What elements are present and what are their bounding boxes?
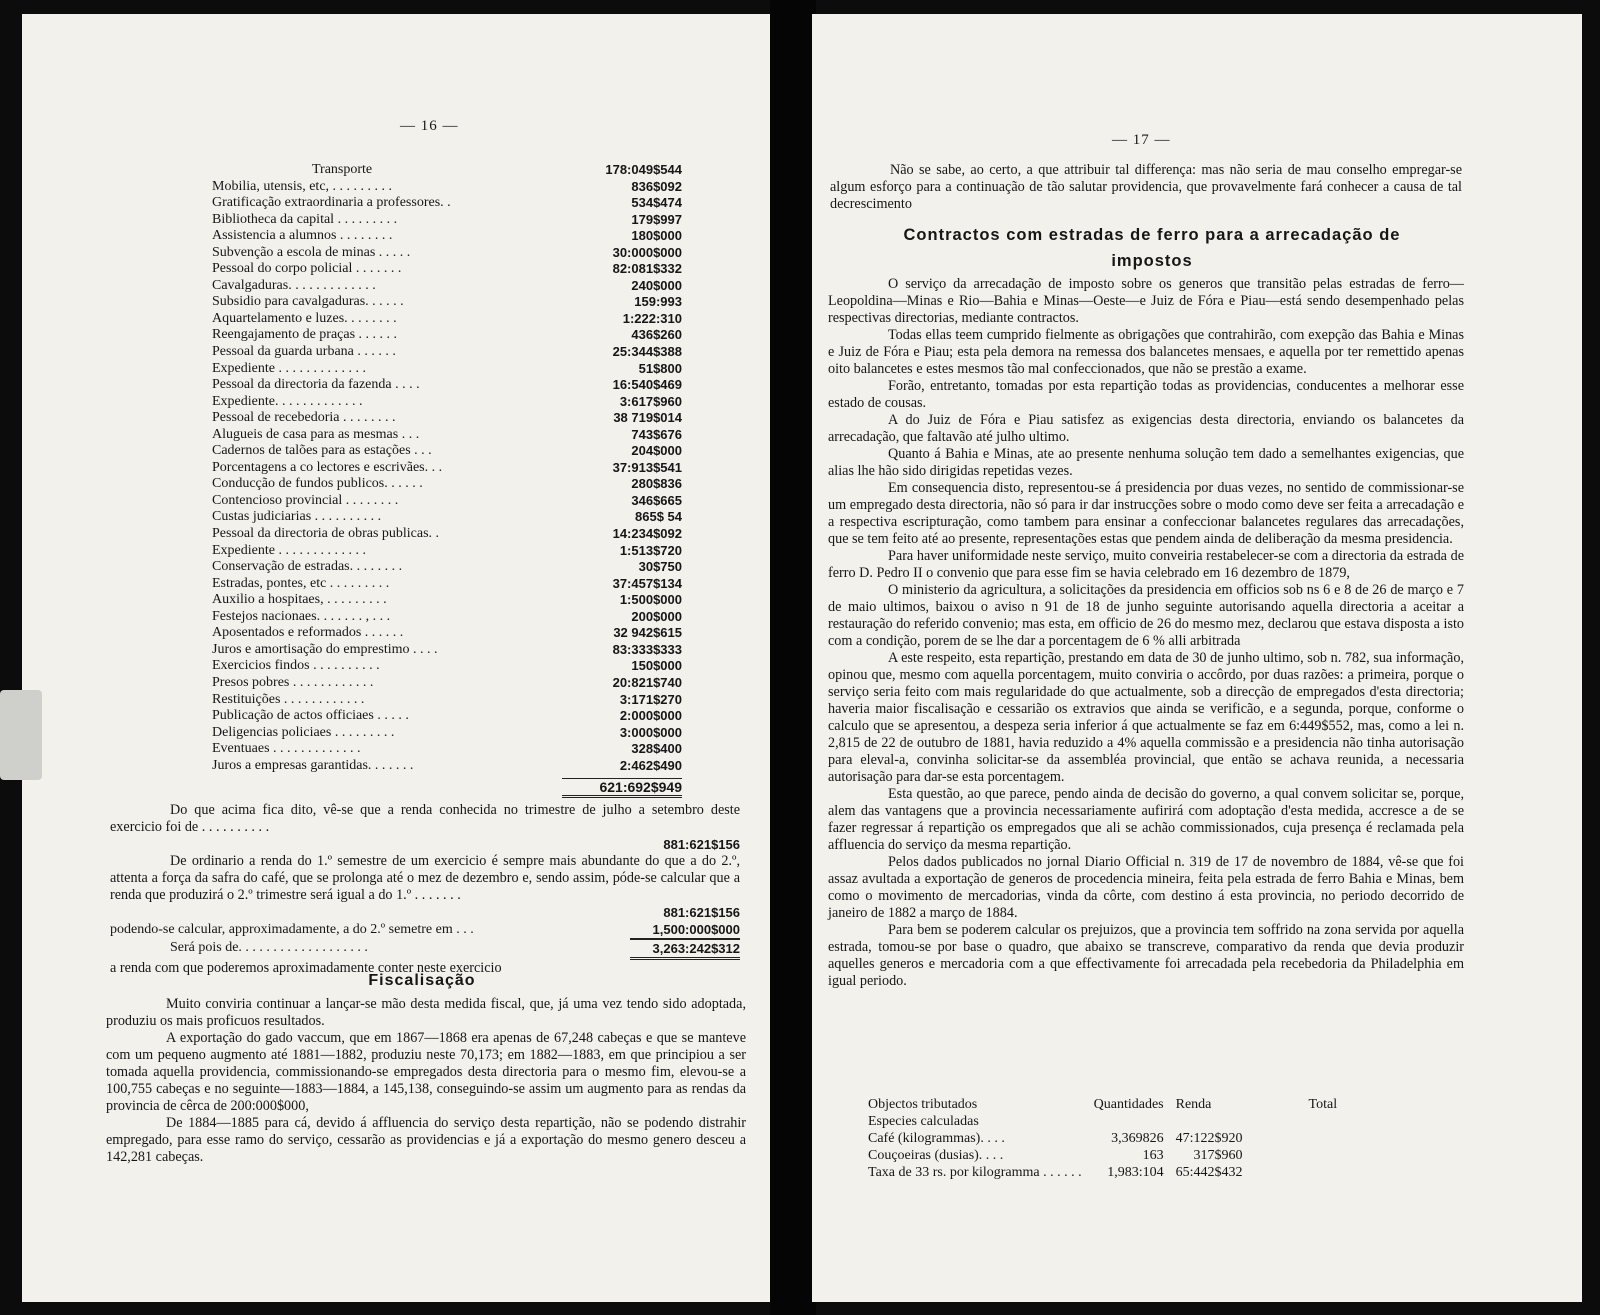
ledger-row bbox=[212, 625, 682, 642]
ledger-row bbox=[212, 245, 682, 262]
ledger-value: 3:617$960 bbox=[619, 393, 682, 409]
ledger-value: 32 942$615 bbox=[613, 625, 682, 641]
amount: 1,500:000$000 bbox=[630, 921, 740, 939]
ledger-label: Aposentados e reformados . . . . . . bbox=[212, 625, 404, 641]
book-gutter bbox=[770, 0, 816, 1315]
page-number: — 16 — bbox=[400, 118, 459, 134]
ledger-row bbox=[212, 179, 682, 196]
expense-ledger bbox=[212, 162, 682, 798]
paragraph: Em consequencia disto, representou-se á presidencia por duas vezes, no sentido de commissionar-se um empregado desta directoria, não só para ir dar instrucções sobre o modo como deve ser feita a arrecadação e a respectiva escripturação, como tambem para ensinar a confeccionar balancetes regulares das arrecadações, que se tem feito até ao presente, representações estas que pendem ainda de deliberação da mesma presidencia. bbox=[828, 480, 1464, 547]
table-row bbox=[862, 1147, 1343, 1164]
paragraph: A este respeito, esta repartição, prestando em data de 30 de junho ultimo, sob n. 782, sua informação, opinou que, mesmo com aquella porcentagem, muito conviria o accôrdo, por duas razões: a primeira, porque o serviço seria feito com mais regularidade do que actualmente, sob a direcção de empregados d'esta directoria; haveria maior fiscalisação e cessarião os extravios que ainda se verificão, e a segunda, porque, conforme o calculo que se apresentou, a despeza seria inferior á que actualmente se faz em 6:449$552, mas, como a lei n. 2,815 de 22 de outubro de 1881, havia reduzido a 4% aquella commissão e a presidencia não tinha autorisação para eleval-a, convinha solicitar-se da assembléa provincial, que então se achava reunida, a necessaria autorisação para dar-se esta porcentagem. bbox=[828, 650, 1464, 785]
right-page bbox=[812, 14, 1582, 1302]
ledger-row bbox=[212, 526, 682, 543]
ledger-value: 204$000 bbox=[631, 443, 682, 459]
ledger-row bbox=[212, 394, 682, 411]
column-header: Total bbox=[1308, 1097, 1338, 1112]
ledger-value: 16:540$469 bbox=[612, 377, 682, 393]
ledger-label: Presos pobres . . . . . . . . . . . . bbox=[212, 674, 374, 690]
ledger-row bbox=[212, 228, 682, 245]
paragraph: Forão, entretanto, tomadas por esta repartição todas as providencias, conducentes a melhorar esse estado de cousas. bbox=[828, 378, 1464, 411]
ledger-label: Mobilia, utensis, etc, . . . . . . . . . bbox=[212, 178, 393, 194]
ledger-label: Assistencia a alumnos . . . . . . . . bbox=[212, 228, 393, 244]
ledger-row bbox=[212, 559, 682, 576]
page-tab bbox=[0, 690, 42, 780]
ledger-label: Expediente . . . . . . . . . . . . . bbox=[212, 542, 366, 558]
ledger-value: 865$ 54 bbox=[635, 509, 682, 525]
ledger-row bbox=[212, 460, 682, 477]
ledger-row bbox=[212, 327, 682, 344]
ledger-value: 280$836 bbox=[631, 476, 682, 492]
ledger-total-row bbox=[212, 778, 682, 798]
ledger-value: 20:821$740 bbox=[612, 674, 682, 690]
ledger-label: Restituições . . . . . . . . . . . . bbox=[212, 691, 365, 707]
ledger-value: 240$000 bbox=[631, 277, 682, 293]
ledger-value: 178:049$544 bbox=[605, 162, 682, 177]
section-title: Fiscalisação bbox=[368, 972, 476, 989]
ledger-row bbox=[212, 261, 682, 278]
ledger-row bbox=[212, 642, 682, 659]
revenue-summary bbox=[110, 802, 740, 977]
paragraph: a renda com que poderemos aproximadamente conter neste exercicio bbox=[110, 960, 502, 976]
ledger-label: Conducção de fundos publicos. . . . . . bbox=[212, 476, 423, 492]
paragraph: Pelos dados publicados no jornal Diario Official n. 319 de 17 de novembro de 1884, vê-se que foi assaz avultada a exportação de generos de procedencia mineira, feita pela estrada de ferro Bahia e Minas, bem como o movimento de mercadorias, vinda da côrte, com destino á esta provincia, no periodo decorrido de janeiro de 1882 a março de 1884. bbox=[828, 854, 1464, 921]
paragraph: Muito conviria continuar a lançar-se mão desta medida fiscal, que, já uma vez tendo sido adoptada, produziu os mais proficuos resultados. bbox=[106, 996, 746, 1029]
ledger-value: 14:234$092 bbox=[612, 526, 682, 542]
ledger-row bbox=[212, 162, 682, 179]
table-cell: 1,983:104 bbox=[1107, 1165, 1164, 1180]
column-header: Renda bbox=[1175, 1097, 1212, 1112]
ledger-value: 30:000$000 bbox=[612, 244, 682, 260]
ledger-row bbox=[212, 427, 682, 444]
ledger-value: 3:171$270 bbox=[619, 691, 682, 707]
ledger-value: 3:000$000 bbox=[619, 724, 682, 740]
ledger-label: Pessoal do corpo policial . . . . . . . bbox=[212, 261, 402, 277]
ledger-row bbox=[212, 476, 682, 493]
ledger-row bbox=[212, 609, 682, 626]
ledger-value: 328$400 bbox=[631, 741, 682, 757]
ledger-label: Reengajamento de praças . . . . . . bbox=[212, 327, 398, 343]
ledger-label: Custas judiciarias . . . . . . . . . . bbox=[212, 509, 382, 525]
ledger-row bbox=[212, 675, 682, 692]
ledger-row bbox=[212, 509, 682, 526]
table-subheader: Especies calculadas bbox=[868, 1114, 979, 1129]
ledger-row bbox=[212, 344, 682, 361]
ledger-value: 37:457$134 bbox=[612, 575, 682, 591]
table-cell: Couçoeiras (dusias). . . . bbox=[868, 1148, 1004, 1163]
table-cell: 317$960 bbox=[1193, 1148, 1243, 1163]
ledger-row bbox=[212, 493, 682, 510]
grand-total: 3,263:242$312 bbox=[630, 939, 740, 960]
ledger-label: Gratificação extraordinaria a professores. . bbox=[212, 195, 451, 211]
ledger-label: Transporte bbox=[312, 162, 373, 177]
contracts-text bbox=[828, 276, 1464, 990]
paragraph: A exportação do gado vaccum, que em 1867—1868 era apenas de 67,248 cabeças e que se manteve com um pequeno augmento até 1881—1882, produziu neste 70,173; em 1882—1883, em que principiou a ser tomada aquella providencia, commissionando-se empregados desta directoria para o mesmo fim, elevou-se a 100,755 cabeças e no seguinte—1883—1884, a 145,138, conseguindo-se assim um augmento para as rendas da provincia de cêrca de 200:000$000, bbox=[106, 1030, 746, 1114]
ledger-value: 743$676 bbox=[631, 426, 682, 442]
ledger-label: Eventuaes . . . . . . . . . . . . . bbox=[212, 741, 361, 757]
ledger-label: Porcentagens a co lectores e escrivães. . . bbox=[212, 459, 443, 475]
ledger-label: Conservação de estradas. . . . . . . . bbox=[212, 559, 403, 575]
ledger-row bbox=[212, 692, 682, 709]
ledger-row bbox=[212, 311, 682, 328]
ledger-label: Cavalgaduras. . . . . . . . . . . . . bbox=[212, 277, 376, 293]
ledger-label: Expediente. . . . . . . . . . . . . bbox=[212, 393, 363, 409]
column-header: Quantidades bbox=[1093, 1097, 1164, 1112]
ledger-row bbox=[212, 543, 682, 560]
ledger-label: Auxilio a hospitaes, . . . . . . . . . bbox=[212, 592, 387, 608]
ledger-value: 25:344$388 bbox=[612, 344, 682, 360]
ledger-row bbox=[212, 377, 682, 394]
ledger-row bbox=[212, 294, 682, 311]
ledger-label: Exercicios findos . . . . . . . . . . bbox=[212, 658, 380, 674]
paragraph: Do que acima fica dito, vê-se que a renda conhecida no trimestre de julho a setembro deste exercicio foi de . . . . . . . . . . bbox=[110, 802, 740, 835]
ledger-row bbox=[212, 212, 682, 229]
ledger-label: Expediente . . . . . . . . . . . . . bbox=[212, 360, 366, 376]
ledger-value: 38 719$014 bbox=[613, 410, 682, 426]
paragraph: De 1884—1885 para cá, devido á affluencia do serviço desta repartição, não se podendo distrahir empregado, para esse ramo do serviço, cessarão as providencias e já a exportação do mesmo genero desceu a 142,281 cabeças. bbox=[106, 1115, 746, 1165]
page-number: — 17 — bbox=[1112, 132, 1171, 148]
ledger-label: Pessoal da directoria de obras publicas. . bbox=[212, 526, 440, 542]
ledger-row bbox=[212, 658, 682, 675]
ledger-label: Publicação de actos officiaes . . . . . bbox=[212, 708, 409, 724]
table-row bbox=[862, 1164, 1343, 1181]
ledger-row bbox=[212, 361, 682, 378]
ledger-label: Contencioso provincial . . . . . . . . bbox=[212, 492, 399, 508]
opening-text bbox=[830, 162, 1462, 213]
paragraph: Esta questão, ao que parece, pendo ainda de decisão do governo, a qual convem solicitar se, porque, alem das vantagens que a provincia necessariamente aufirirá com adoptação d'esta medida, accresce a de se fazer regressar á repartição os empregados que ali se achão commissionados, cuja presença é reclamada pela affluencia do serviço da mesma repartição. bbox=[828, 786, 1464, 853]
paragraph: Para haver uniformidade neste serviço, muito conveiria restabelecer-se com a directoria da estrada de ferro D. Pedro II o convenio que para esse fim se havia celebrado em 16 dezembro de 1879, bbox=[828, 548, 1464, 581]
ledger-value: 2:462$490 bbox=[619, 757, 682, 773]
left-page bbox=[22, 14, 774, 1302]
ledger-label: Aquartelamento e luzes. . . . . . . . bbox=[212, 310, 397, 326]
ledger-label: Deligencias policiaes . . . . . . . . . bbox=[212, 724, 395, 740]
paragraph: De ordinario a renda do 1.º semestre de um exercicio é sempre mais abundante do que a do 2.º, attenta a força da safra do café, que se prolonga até o mez de dezembro e, sendo assim, póde-se calcular que a renda que produzirá o 2.º trimestre será igual a do 1.º . . . . . . . bbox=[110, 853, 740, 903]
ledger-label: Pessoal de recebedoria . . . . . . . . bbox=[212, 410, 396, 426]
amount: 881:621$156 bbox=[663, 837, 740, 852]
ledger-value: 436$260 bbox=[631, 327, 682, 343]
ledger-label: Juros e amortisação do emprestimo . . . . bbox=[212, 641, 438, 657]
ledger-label: Pessoal da guarda urbana . . . . . . bbox=[212, 344, 396, 360]
paragraph: podendo-se calcular, approximadamente, a do 2.º semetre em . . . bbox=[110, 922, 474, 937]
ledger-total: 621:692$949 bbox=[562, 778, 682, 798]
ledger-value: 150$000 bbox=[631, 658, 682, 674]
ledger-label: Estradas, pontes, etc . . . . . . . . . bbox=[212, 575, 390, 591]
ledger-row bbox=[212, 576, 682, 593]
ledger-label: Juros a empresas garantidas. . . . . . . bbox=[212, 757, 414, 773]
ledger-value: 1:513$720 bbox=[619, 542, 682, 558]
paragraph: A do Juiz de Fóra e Piau satisfez as exigencias desta directoria, enviando os balancetes da arrecadação, que faltavão até julho ultimo. bbox=[828, 412, 1464, 445]
ledger-value: 82:081$332 bbox=[612, 261, 682, 277]
paragraph: O ministerio da agricultura, a solicitações da presidencia em officios sob ns 6 e 8 de 26 de março e 7 de maio ultimos, baixou o aviso n 91 de 18 de junho seguinte autorisando aquella directoria a aceitar a restauração do referido convenio; mas esta, em officio de 26 do mesmo mez, declarou que estava disposta a isto com a condição, porem de se lhe dar a porcentagem de 6 % alli arbitrada bbox=[828, 582, 1464, 649]
table-row bbox=[862, 1130, 1343, 1147]
ledger-row bbox=[212, 278, 682, 295]
ledger-value: 83:333$333 bbox=[612, 641, 682, 657]
ledger-label: Festejos nacionaes. . . . . . . , . . . bbox=[212, 608, 391, 624]
fiscalisacao-text bbox=[106, 996, 746, 1166]
ledger-label: Pessoal da directoria da fazenda . . . . bbox=[212, 377, 420, 393]
ledger-value: 159:993 bbox=[634, 294, 682, 310]
ledger-row bbox=[212, 443, 682, 460]
paragraph: O serviço da arrecadação de imposto sobre os generos que transitão pelas estradas de ferro—Leopoldina—Minas e Rio—Bahia e Minas—Oeste—e Juiz de Fóra e Piau—está sendo desempenhado pelas respectivas directorias, mediante contractos. bbox=[828, 276, 1464, 326]
section-title: Contractos com estradas de ferro para a arrecadação de impostos bbox=[903, 226, 1401, 270]
ledger-label: Bibliotheca da capital . . . . . . . . . bbox=[212, 211, 398, 227]
table-cell: 3,369826 bbox=[1111, 1131, 1164, 1146]
ledger-value: 1:222:310 bbox=[622, 310, 682, 326]
paragraph: Todas ellas teem cumprido fielmente as obrigações que contrahirão, com exepção das Bahia e Minas e Juiz de Fóra e Piau; esta pela demora na remessa dos balancetes mensaes, e aquella por ter remettido apenas oito balancetes e estes mesmos tão mal confeccionados, que não se prestão a exame. bbox=[828, 327, 1464, 377]
ledger-row bbox=[212, 195, 682, 212]
ledger-row bbox=[212, 758, 682, 775]
ledger-value: 30$750 bbox=[638, 559, 682, 575]
ledger-row bbox=[212, 741, 682, 758]
ledger-row bbox=[212, 725, 682, 742]
ledger-label: Subvenção a escola de minas . . . . . bbox=[212, 244, 411, 260]
ledger-label: Subsidio para cavalgaduras. . . . . . bbox=[212, 294, 404, 310]
ledger-row bbox=[212, 592, 682, 609]
table-cell: 47:122$920 bbox=[1175, 1131, 1243, 1146]
paragraph: Não se sabe, ao certo, a que attribuir tal differença: mas não seria de mau conselho empregar-se algum esforço para a continuação de tão salutar providencia, que provavelmente fará conhecer a causa de tal decrescimento bbox=[830, 162, 1462, 212]
paragraph: Para bem se poderem calcular os prejuizos, que a provincia tem soffrido na zona servida por aquella estrada, tomou-se por base o quadro, que abaixo se transcreve, comparativo da renda que devia produzir aquelles generos e mercadoria com a que effectivamente foi arrecadada pela recebedoria da Philadelphia em igual periodo. bbox=[828, 922, 1464, 989]
table-cell: 163 bbox=[1142, 1148, 1164, 1163]
table-cell: 65:442$432 bbox=[1175, 1165, 1243, 1180]
ledger-value: 179$997 bbox=[631, 211, 682, 227]
ledger-label: Cadernos de talões para as estações . . . bbox=[212, 443, 432, 459]
ledger-value: 2:000$000 bbox=[619, 708, 682, 724]
ledger-value: 51$800 bbox=[638, 360, 682, 376]
ledger-value: 180$000 bbox=[631, 228, 682, 244]
ledger-value: 200$000 bbox=[631, 608, 682, 624]
column-header: Objectos tributados bbox=[868, 1097, 978, 1112]
table-cell: Taxa de 33 rs. por kilogramma . . . . . . bbox=[868, 1165, 1082, 1180]
ledger-value: 534$474 bbox=[631, 195, 682, 211]
ledger-row bbox=[212, 708, 682, 725]
amount: 881:621$156 bbox=[663, 905, 740, 920]
ledger-value: 836$092 bbox=[631, 178, 682, 194]
ledger-value: 37:913$541 bbox=[612, 459, 682, 475]
ledger-row bbox=[212, 410, 682, 427]
goods-table bbox=[862, 1096, 1343, 1181]
table-header-row bbox=[862, 1096, 1343, 1113]
table-cell: Café (kilogrammas). . . . bbox=[868, 1131, 1005, 1146]
ledger-value: 1:500$000 bbox=[619, 592, 682, 608]
paragraph: Quanto á Bahia e Minas, ate ao presente nenhuma solução tem dado a semelhantes exigencias, que alias lhe hão sido dirigidas repetidas vezes. bbox=[828, 446, 1464, 479]
ledger-label: Alugueis de casa para as mesmas . . . bbox=[212, 426, 420, 442]
ledger-value: 346$665 bbox=[631, 492, 682, 508]
paragraph: Será pois de. . . . . . . . . . . . . . . . . . . bbox=[170, 940, 368, 955]
